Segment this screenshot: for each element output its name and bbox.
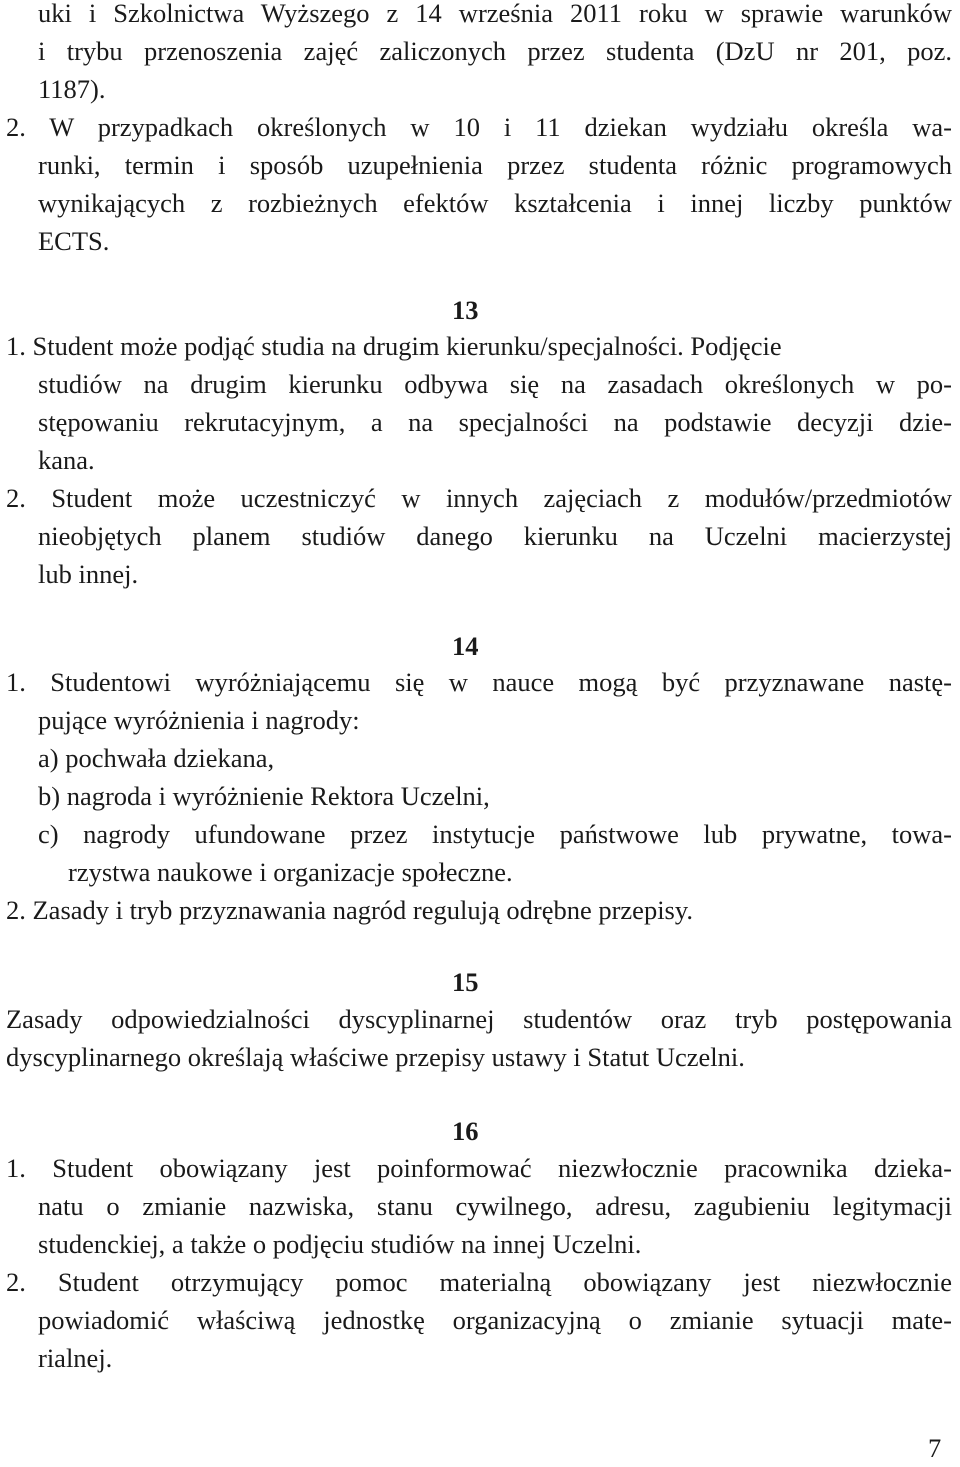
- text-line: powiadomić właściwą jednostkę organizacyjną o zmianie sytuacji mate-: [38, 1305, 952, 1335]
- text-line: 1. Student może podjąć studia na drugim kierunku/specjalności. Podjęcie: [6, 331, 782, 361]
- text-line: nieobjętych planem studiów danego kierunku na Uczelni macierzystej: [38, 521, 952, 551]
- text-line: 1. Student obowiązany jest poinformować niezwłocznie pracownika dzieka-: [6, 1153, 952, 1183]
- list-item: b) nagroda i wyróżnienie Rektora Uczelni,: [38, 781, 490, 811]
- text-line: kana.: [38, 445, 95, 475]
- text-line: 1187).: [38, 74, 106, 104]
- text-line: i trybu przenoszenia zajęć zaliczonych przez studenta (DzU nr 201, poz.: [38, 36, 952, 66]
- text-line: stępowaniu rekrutacyjnym, a na specjalności na podstawie decyzji dzie-: [38, 407, 952, 437]
- list-item: a) pochwała dziekana,: [38, 743, 275, 773]
- text-line: 2. Student może uczestniczyć w innych zajęciach z modułów/przedmiotów: [6, 483, 952, 513]
- text-line: rzystwa naukowe i organizacje społeczne.: [68, 857, 513, 887]
- text-line: studenckiej, a także o podjęciu studiów na innej Uczelni.: [38, 1229, 642, 1259]
- text-line: 2. Student otrzymujący pomoc materialną obowiązany jest niezwłocznie: [6, 1267, 952, 1297]
- text-line: pujące wyróżnienia i nagrody:: [38, 705, 360, 735]
- section-heading: 15: [452, 967, 479, 997]
- text-line: uki i Szkolnictwa Wyższego z 14 września 2011 roku w sprawie warunków: [38, 0, 952, 28]
- text-line: 1. Studentowi wyróżniającemu się w nauce mogą być przyznawane nastę-: [6, 667, 952, 697]
- text-line: lub innej.: [38, 559, 139, 589]
- list-item: c) nagrody ufundowane przez instytucje państwowe lub prywatne, towa-: [38, 819, 952, 849]
- text-line: wynikających z rozbieżnych efektów kształcenia i innej liczby punktów: [38, 188, 952, 218]
- section-heading: 13: [452, 295, 479, 325]
- text-line: 2. W przypadkach określonych w 10 i 11 dziekan wydziału określa wa-: [6, 112, 952, 142]
- text-line: natu o zmianie nazwiska, stanu cywilnego, adresu, zagubieniu legitymacji: [38, 1191, 952, 1221]
- page-number: 7: [928, 1433, 942, 1463]
- text-line: 2. Zasady i tryb przyznawania nagród regulują odrębne przepisy.: [6, 895, 694, 925]
- text-line: studiów na drugim kierunku odbywa się na zasadach określonych w po-: [38, 369, 952, 399]
- text-line: Zasady odpowiedzialności dyscyplinarnej studentów oraz tryb postępowania: [6, 1004, 952, 1034]
- text-line: ECTS.: [38, 226, 110, 256]
- section-heading: 16: [452, 1116, 479, 1146]
- text-line: dyscyplinarnego określają właściwe przepisy ustawy i Statut Uczelni.: [6, 1042, 745, 1072]
- section-heading: 14: [452, 631, 479, 661]
- text-line: rialnej.: [38, 1343, 113, 1373]
- text-line: runki, termin i sposób uzupełnienia przez studenta różnic programowych: [38, 150, 952, 180]
